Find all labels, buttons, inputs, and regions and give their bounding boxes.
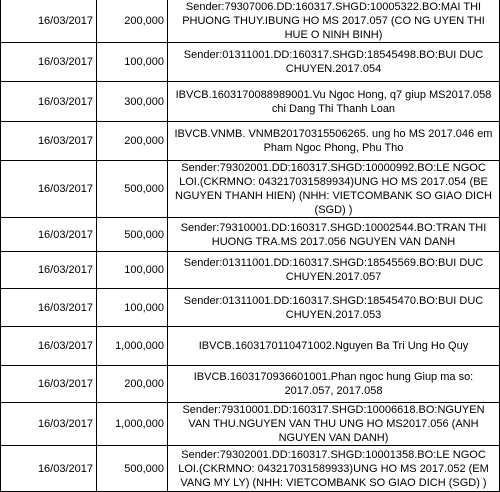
- date-cell: 16/03/2017: [1, 446, 97, 492]
- table-row: [1, 218, 500, 252]
- date-cell: 16/03/2017: [1, 161, 97, 218]
- table-row: [1, 366, 500, 403]
- amount-cell: 500,000: [97, 446, 168, 492]
- description-cell: Sender:01311001.DD:160317.SHGD:18545470.BO:BUI DUC CHUYEN.2017.053: [168, 289, 500, 327]
- table-row: [1, 82, 500, 122]
- date-cell: 16/03/2017: [1, 82, 97, 122]
- table-row: [1, 122, 500, 161]
- amount-cell: 200,000: [97, 366, 168, 403]
- table-row: [1, 289, 500, 327]
- amount-cell: 1,000,000: [97, 327, 168, 366]
- description-cell: IBVCB.VNMB. VNMB20170315506265. ung ho MS 2017.046 em Pham Ngoc Phong, Phu Tho: [168, 122, 500, 161]
- amount-cell: 100,000: [97, 252, 168, 289]
- table-row: [1, 446, 500, 492]
- amount-cell: 300,000: [97, 82, 168, 122]
- description-cell: Sender:01311001.DD:160317.SHGD:18545498.BO:BUI DUC CHUYEN.2017.054: [168, 43, 500, 82]
- table-row: [1, 252, 500, 289]
- amount-cell: 500,000: [97, 161, 168, 218]
- table-row: [1, 0, 500, 43]
- date-cell: 16/03/2017: [1, 122, 97, 161]
- date-cell: 16/03/2017: [1, 327, 97, 366]
- description-cell: Sender:79310001.DD:160317.SHGD:10002544.BO:TRAN THI HUONG TRA.MS 2017.056 NGUYEN VAN DANH: [168, 218, 500, 252]
- amount-cell: 1,000,000: [97, 403, 168, 446]
- date-cell: 16/03/2017: [1, 218, 97, 252]
- table-row: [1, 43, 500, 82]
- description-cell: Sender:79302001.DD:160317.SHGD:10000992.BO:LE NGOC LOI.(CKRMNO: 043217031589934)UNG HO MS 2017.054 (BE NGUYEN THANH HIEN) (NHH: VIETCOMBANK SO GIAO DICH (SGD) ): [168, 161, 500, 218]
- table-row: [1, 327, 500, 366]
- date-cell: 16/03/2017: [1, 366, 97, 403]
- description-cell: Sender:79302001.DD:160317.SHGD:10001358.BO:LE NGOC LOI.(CKRMNO: 043217031589933)UNG HO MS 2017.052 (EM VANG MY LY) (NHH: VIETCOMBANK SO GIAO DICH (SGD) ): [168, 446, 500, 492]
- amount-cell: 100,000: [97, 289, 168, 327]
- description-cell: IBVCB.1603170088989001.Vu Ngoc Hong, q7 giup MS2017.058 chi Dang Thi Thanh Loan: [168, 82, 500, 122]
- amount-cell: 200,000: [97, 0, 168, 43]
- description-cell: IBVCB.1603170110471002.Nguyen Ba Tri Ung Ho Quy: [168, 327, 500, 366]
- ledger-body: [1, 0, 500, 492]
- amount-cell: 100,000: [97, 43, 168, 82]
- description-cell: Sender:79310001.DD:160317.SHGD:10006618.BO:NGUYEN VAN THU.NGUYEN VAN THU UNG HO MS2017.056 (ANH NGUYEN VAN DANH): [168, 403, 500, 446]
- date-cell: 16/03/2017: [1, 0, 97, 43]
- description-cell: Sender:01311001.DD:160317.SHGD:18545569.BO:BUI DUC CHUYEN.2017.057: [168, 252, 500, 289]
- table-row: [1, 161, 500, 218]
- date-cell: 16/03/2017: [1, 252, 97, 289]
- amount-cell: 200,000: [97, 122, 168, 161]
- table-row: [1, 403, 500, 446]
- description-cell: Sender:79307006.DD:160317.SHGD:10005322.BO:MAI THI PHUONG THUY.IBUNG HO MS 2017.057 (CO NG UYEN THI HUE O NINH BINH): [168, 0, 500, 43]
- description-cell: IBVCB.1603170936601001.Phan ngoc hung Giup ma so: 2017.057, 2017.058: [168, 366, 500, 403]
- date-cell: 16/03/2017: [1, 289, 97, 327]
- amount-cell: 500,000: [97, 218, 168, 252]
- date-cell: 16/03/2017: [1, 43, 97, 82]
- date-cell: 16/03/2017: [1, 403, 97, 446]
